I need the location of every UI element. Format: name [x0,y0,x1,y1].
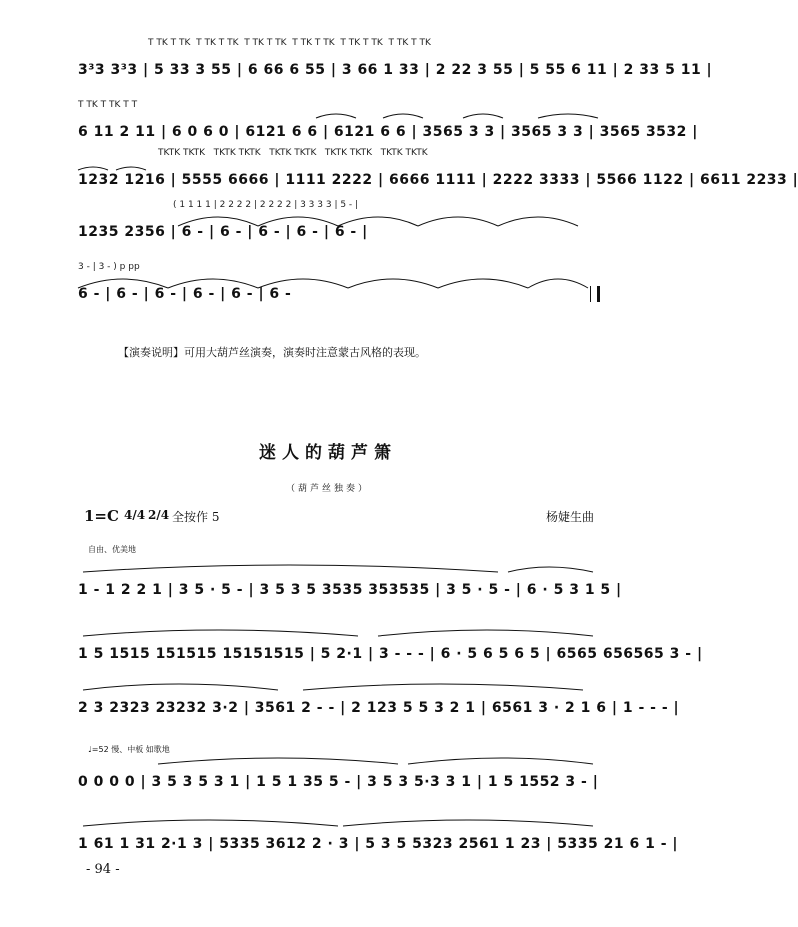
notation-line: 3³3 3³3 | 5 33 3 55 | 6 66 6 55 | 3 66 1 33 | 2 22 3 55 | 5 55 6 11 | 2 33 5 11 | [78,62,713,78]
staff-row-5 [78,262,598,302]
tonguing-marks: T TK T TK T T [78,100,138,110]
notation-line: 1 - 1 2 2 1 | 3 5 · 5 - | 3 5 3 5 3535 353535 | 3 5 · 5 - | 6 · 5 3 1 5 | [78,582,622,598]
piece-subtitle: （葫芦丝独奏） [285,484,370,494]
notation-line: 6 - | 6 - | 6 - | 6 - | 6 - | 6 - [78,286,292,302]
notation-line: 1232 1216 | 5555 6666 | 1111 2222 | 6666 1111 | 2222 3333 | 5566 1122 | 6611 2233 | [78,172,798,188]
lower-row-2 [78,622,703,662]
meter-two: 2/4 [148,508,170,522]
notation-line: 6 11 2 11 | 6 0 6 0 | 6121 6 6 | 6121 6 6 | 3565 3 3 | 3565 3 3 | 3565 3532 | [78,124,698,140]
staff-row-3 [78,148,798,188]
fingering-note: 全按作 5 [172,510,220,524]
lower-row-5 [78,812,679,852]
tempo-marking-2: ♩=52 慢、中板 如歌地 [88,745,170,754]
lower-row-1 [78,558,622,598]
staff-row-1 [78,38,713,78]
lower-row-4 [78,750,598,790]
page-number: - 94 - [86,862,120,877]
meter-one: 4/4 [124,508,146,522]
staff-row-4 [78,200,598,240]
notation-line: 2 3 2323 23232 3·2 | 3561 2 - - | 2 123 5 5 3 2 1 | 6561 3 · 2 1 6 | 1 - - - | [78,700,680,716]
notation-line: 1 5 1515 151515 15151515 | 5 2·1 | 3 - - - | 6 · 5 6 5 6 5 | 6565 656565 3 - | [78,646,703,662]
piece-title: 迷人的葫芦箫 [259,443,397,463]
tonguing-marks: T TK T TK T TK T TK T TK T TK T TK T TK T TK T TK T TK T TK [148,38,431,48]
staff-row-2 [78,100,698,140]
ossia-line: ( 1 1 1 1 | 2 2 2 2 | 2 2 2 2 | 3 3 3 3 | 5 - | [173,200,359,210]
ossia-line: 3 - | 3 - ) p pp [78,262,140,272]
tonguing-marks: TKTK TKTK TKTK TKTK TKTK TKTK TKTK TKTK TKTK TKTK [158,148,428,158]
notation-line: 1235 2356 | 6 - | 6 - | 6 - | 6 - | 6 - | [78,224,368,240]
composer: 杨婕生曲 [546,510,595,524]
final-barline [590,286,600,302]
tempo-marking-1: 自由、优美地 [88,545,136,554]
key-signature: 1=C [84,507,119,525]
notation-line: 1 61 1 31 2·1 3 | 5335 3612 2 · 3 | 5 3 5 5323 2561 1 23 | 5335 21 6 1 - | [78,836,679,852]
notation-line: 0 0 0 0 | 3 5 3 5 3 1 | 1 5 1 35 5 - | 3 5 3 5·3 3 1 | 1 5 1552 3 - | [78,774,599,790]
lower-row-3 [78,676,680,716]
performance-note: 【演奏说明】可用大葫芦丝演奏，演奏时注意蒙古风格的表现。 [118,346,426,359]
